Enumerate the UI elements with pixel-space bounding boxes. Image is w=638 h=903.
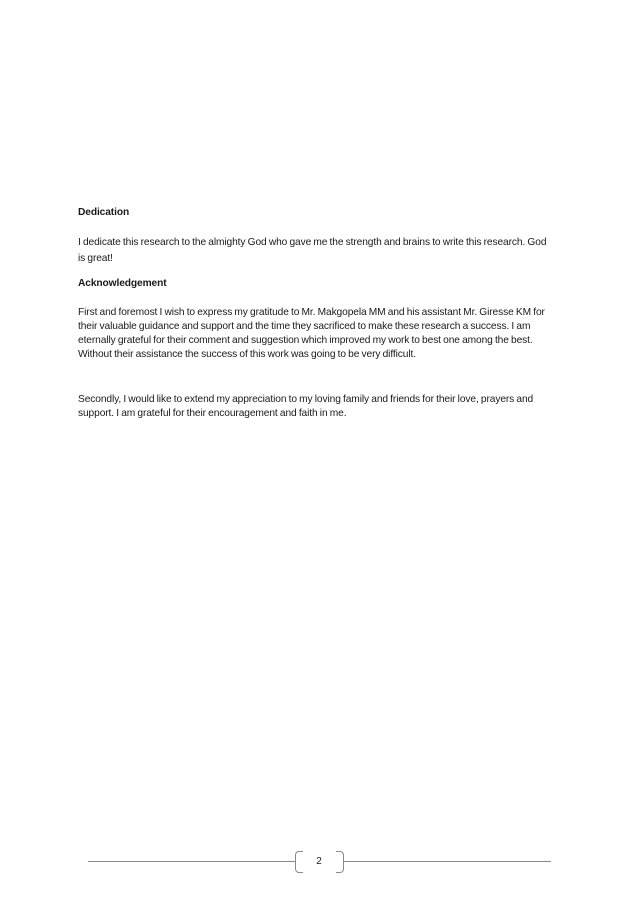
footer-bracket-left	[295, 851, 303, 873]
dedication-heading: Dedication	[78, 207, 130, 218]
acknowledgement-paragraph-2: Secondly, I would like to extend my appreciation to my loving family and friends for their love, prayers and support. I am grateful for their encouragement and faith in me.	[78, 394, 534, 419]
page-number: 2	[316, 856, 322, 867]
footer-divider-left	[88, 861, 296, 862]
acknowledgement-paragraph-1: First and foremost I wish to express my gratitude to Mr. Makgopela MM and his assistant Mr. Giresse KM for their valuable guidance and support and the time they sacrificed to make these research a success. I am eternally grateful for their comment and suggestion which improved my work to best one among the best. Without their assistance the success of this work was going to be very difficult.	[78, 307, 545, 360]
footer-bracket-right	[336, 851, 344, 873]
acknowledgement-heading: Acknowledgement	[78, 278, 167, 289]
dedication-text: I dedicate this research to the almighty God who gave me the strength and brains to write this research. God is great!	[78, 237, 547, 264]
footer-divider-right	[344, 861, 551, 862]
